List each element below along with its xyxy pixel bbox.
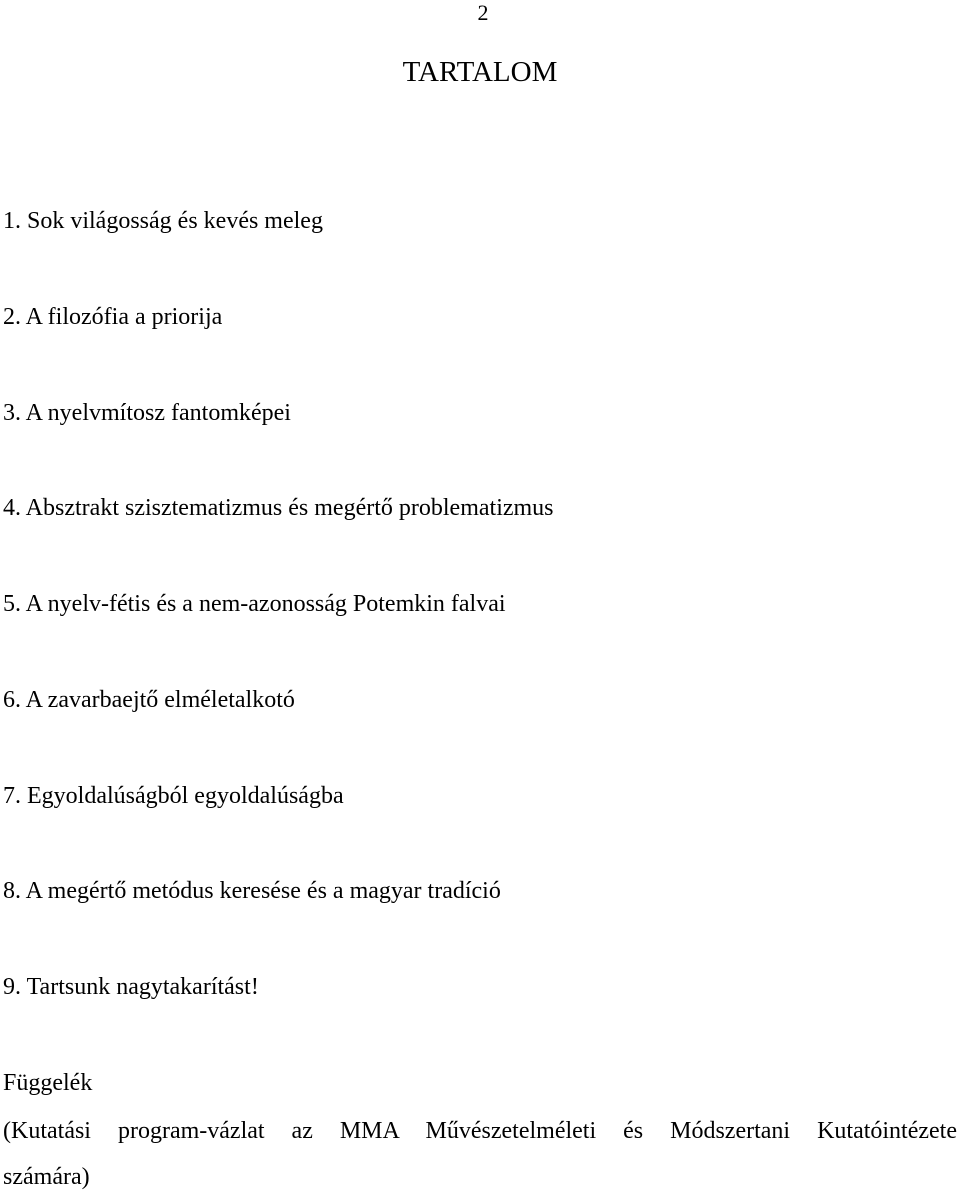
toc-item-4: 4. Absztrakt szisztematizmus és megértő problematizmus — [3, 495, 554, 521]
appendix-label: Függelék — [3, 1070, 93, 1096]
page-number: 2 — [477, 0, 489, 25]
toc-item-6: 6. A zavarbaejtő elméletalkotó — [3, 687, 295, 713]
appendix-description-line-1: (Kutatási program-vázlat az MMA Művészetelméleti és Módszertani Kutatóintézete — [3, 1118, 957, 1144]
toc-item-7: 7. Egyoldalúságból egyoldalúságba — [3, 783, 344, 809]
toc-item-9: 9. Tartsunk nagytakarítást! — [3, 974, 259, 1000]
toc-item-3: 3. A nyelvmítosz fantomképei — [3, 400, 291, 426]
toc-item-8: 8. A megértő metódus keresése és a magyar tradíció — [3, 878, 501, 904]
page-title: TARTALOM — [402, 56, 558, 88]
toc-item-1: 1. Sok világosság és kevés meleg — [3, 208, 323, 234]
appendix-description-line-2: számára) — [3, 1164, 90, 1190]
toc-item-2: 2. A filozófia a priorija — [3, 304, 223, 330]
toc-item-5: 5. A nyelv-fétis és a nem-azonosság Potemkin falvai — [3, 591, 506, 617]
